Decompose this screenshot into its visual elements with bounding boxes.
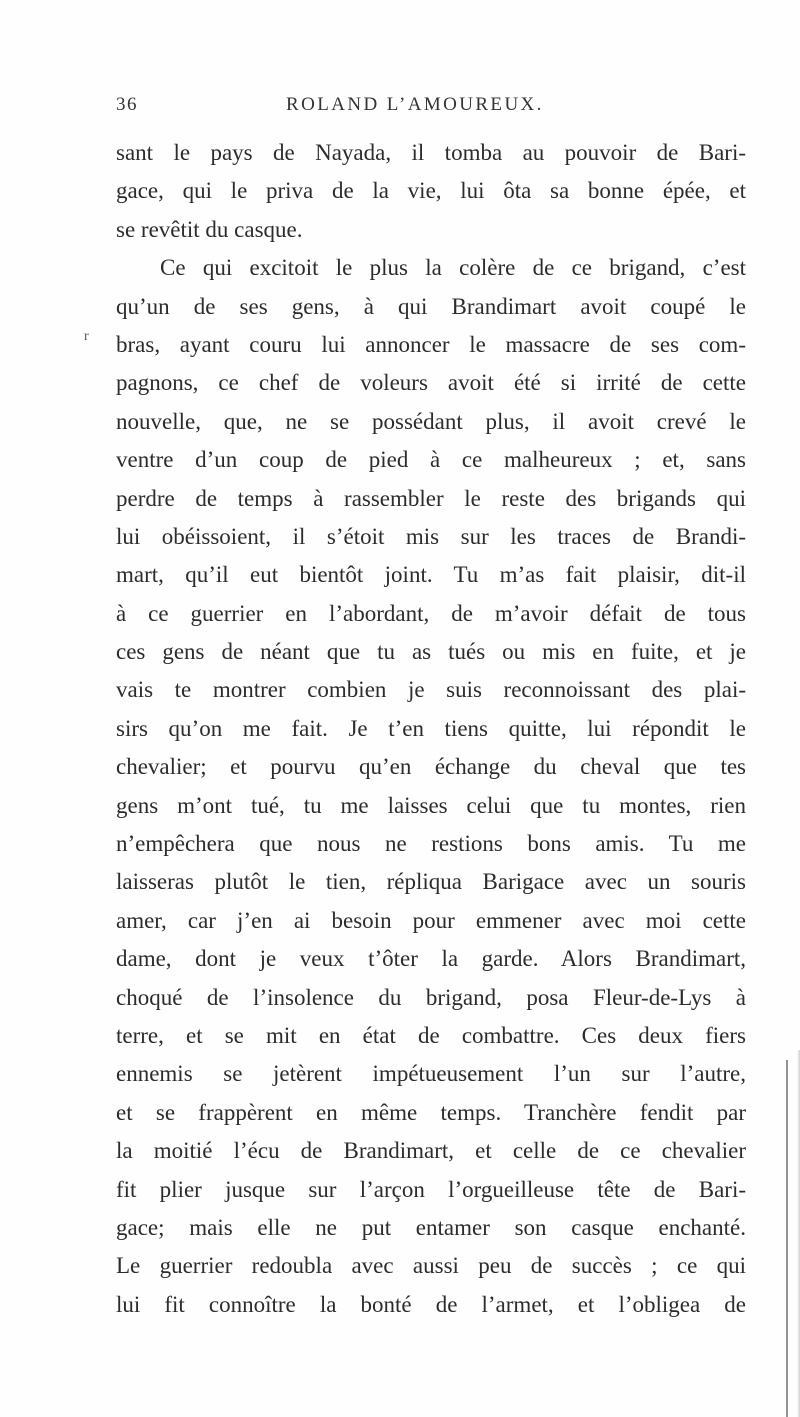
running-head: [116, 94, 716, 124]
text-line: laisseras plutôt le tien, répliqua Barigace avec un souris: [116, 869, 746, 895]
text-line: terre, et se mit en état de combattre. Ces deux fiers: [116, 1022, 746, 1048]
text-line: ventre d’un coup de pied à ce malheureux ; et, sans: [116, 447, 746, 473]
text-body: [116, 134, 746, 1324]
text-line: et se frappèrent en même temps. Tranchère fendit par: [116, 1099, 746, 1125]
text-line: amer, car j’en ai besoin pour emmener avec moi cette: [116, 907, 746, 933]
text-line: sirs qu’on me fait. Je t’en tiens quitte, lui répondit le: [116, 715, 746, 741]
text-line: se revêtit du casque.: [116, 216, 303, 242]
text-line: n’empêchera que nous ne restions bons amis. Tu me: [116, 831, 746, 857]
text-line: gace; mais elle ne put entamer son casque enchanté.: [116, 1214, 746, 1240]
text-line: pagnons, ce chef de voleurs avoit été si irrité de cette: [116, 370, 746, 396]
text-line: lui obéissoient, il s’étoit mis sur les traces de Brandi-: [116, 523, 746, 549]
margin-mark: r: [84, 329, 89, 344]
text-line: gace, qui le priva de la vie, lui ôta sa bonne épée, et: [116, 178, 746, 204]
text-line: sant le pays de Nayada, il tomba au pouvoir de Bari-: [116, 140, 746, 165]
text-line: lui fit connoître la bonté de l’armet, et l’obligea de: [116, 1291, 746, 1317]
text-line: la moitié l’écu de Brandimart, et celle de ce chevalier: [116, 1138, 746, 1164]
page-number: 36: [116, 94, 138, 115]
text-line: qu’un de ses gens, à qui Brandimart avoit coupé le: [116, 293, 746, 319]
text-line: vais te montrer combien je suis reconnoissant des plai-: [116, 677, 746, 703]
text-line: ces gens de néant que tu as tués ou mis en fuite, et je: [116, 639, 746, 665]
text-line: nouvelle, que, ne se possédant plus, il avoit crevé le: [116, 408, 746, 434]
text-line: fit plier jusque sur l’arçon l’orgueilleuse tête de Bari-: [116, 1176, 746, 1202]
text-line: dame, dont je veux t’ôter la garde. Alors Brandimart,: [116, 946, 746, 972]
text-line: gens m’ont tué, tu me laisses celui que tu montes, rien: [116, 792, 746, 818]
page-edge-rule: [786, 1060, 788, 1417]
text-line: Le guerrier redoubla avec aussi peu de succès ; ce qui: [116, 1253, 746, 1279]
text-line: chevalier; et pourvu qu’en échange du cheval que tes: [116, 754, 746, 780]
text-line: ennemis se jetèrent impétueusement l’un sur l’autre,: [116, 1061, 746, 1087]
text-line: Ce qui excitoit le plus la colère de ce brigand, c’est: [160, 255, 746, 281]
text-line: perdre de temps à rassembler le reste des brigands qui: [116, 485, 746, 511]
text-line: bras, ayant couru lui annoncer le massacre de ses com-: [116, 331, 746, 357]
text-line: à ce guerrier en l’abordant, de m’avoir défait de tous: [116, 600, 746, 626]
text-line: choqué de l’insolence du brigand, posa Fleur-de-Lys à: [116, 984, 746, 1010]
text-line: mart, qu’il eut bientôt joint. Tu m’as fait plaisir, dit-il: [116, 562, 746, 588]
running-title: ROLAND L’AMOUREUX.: [286, 94, 544, 115]
